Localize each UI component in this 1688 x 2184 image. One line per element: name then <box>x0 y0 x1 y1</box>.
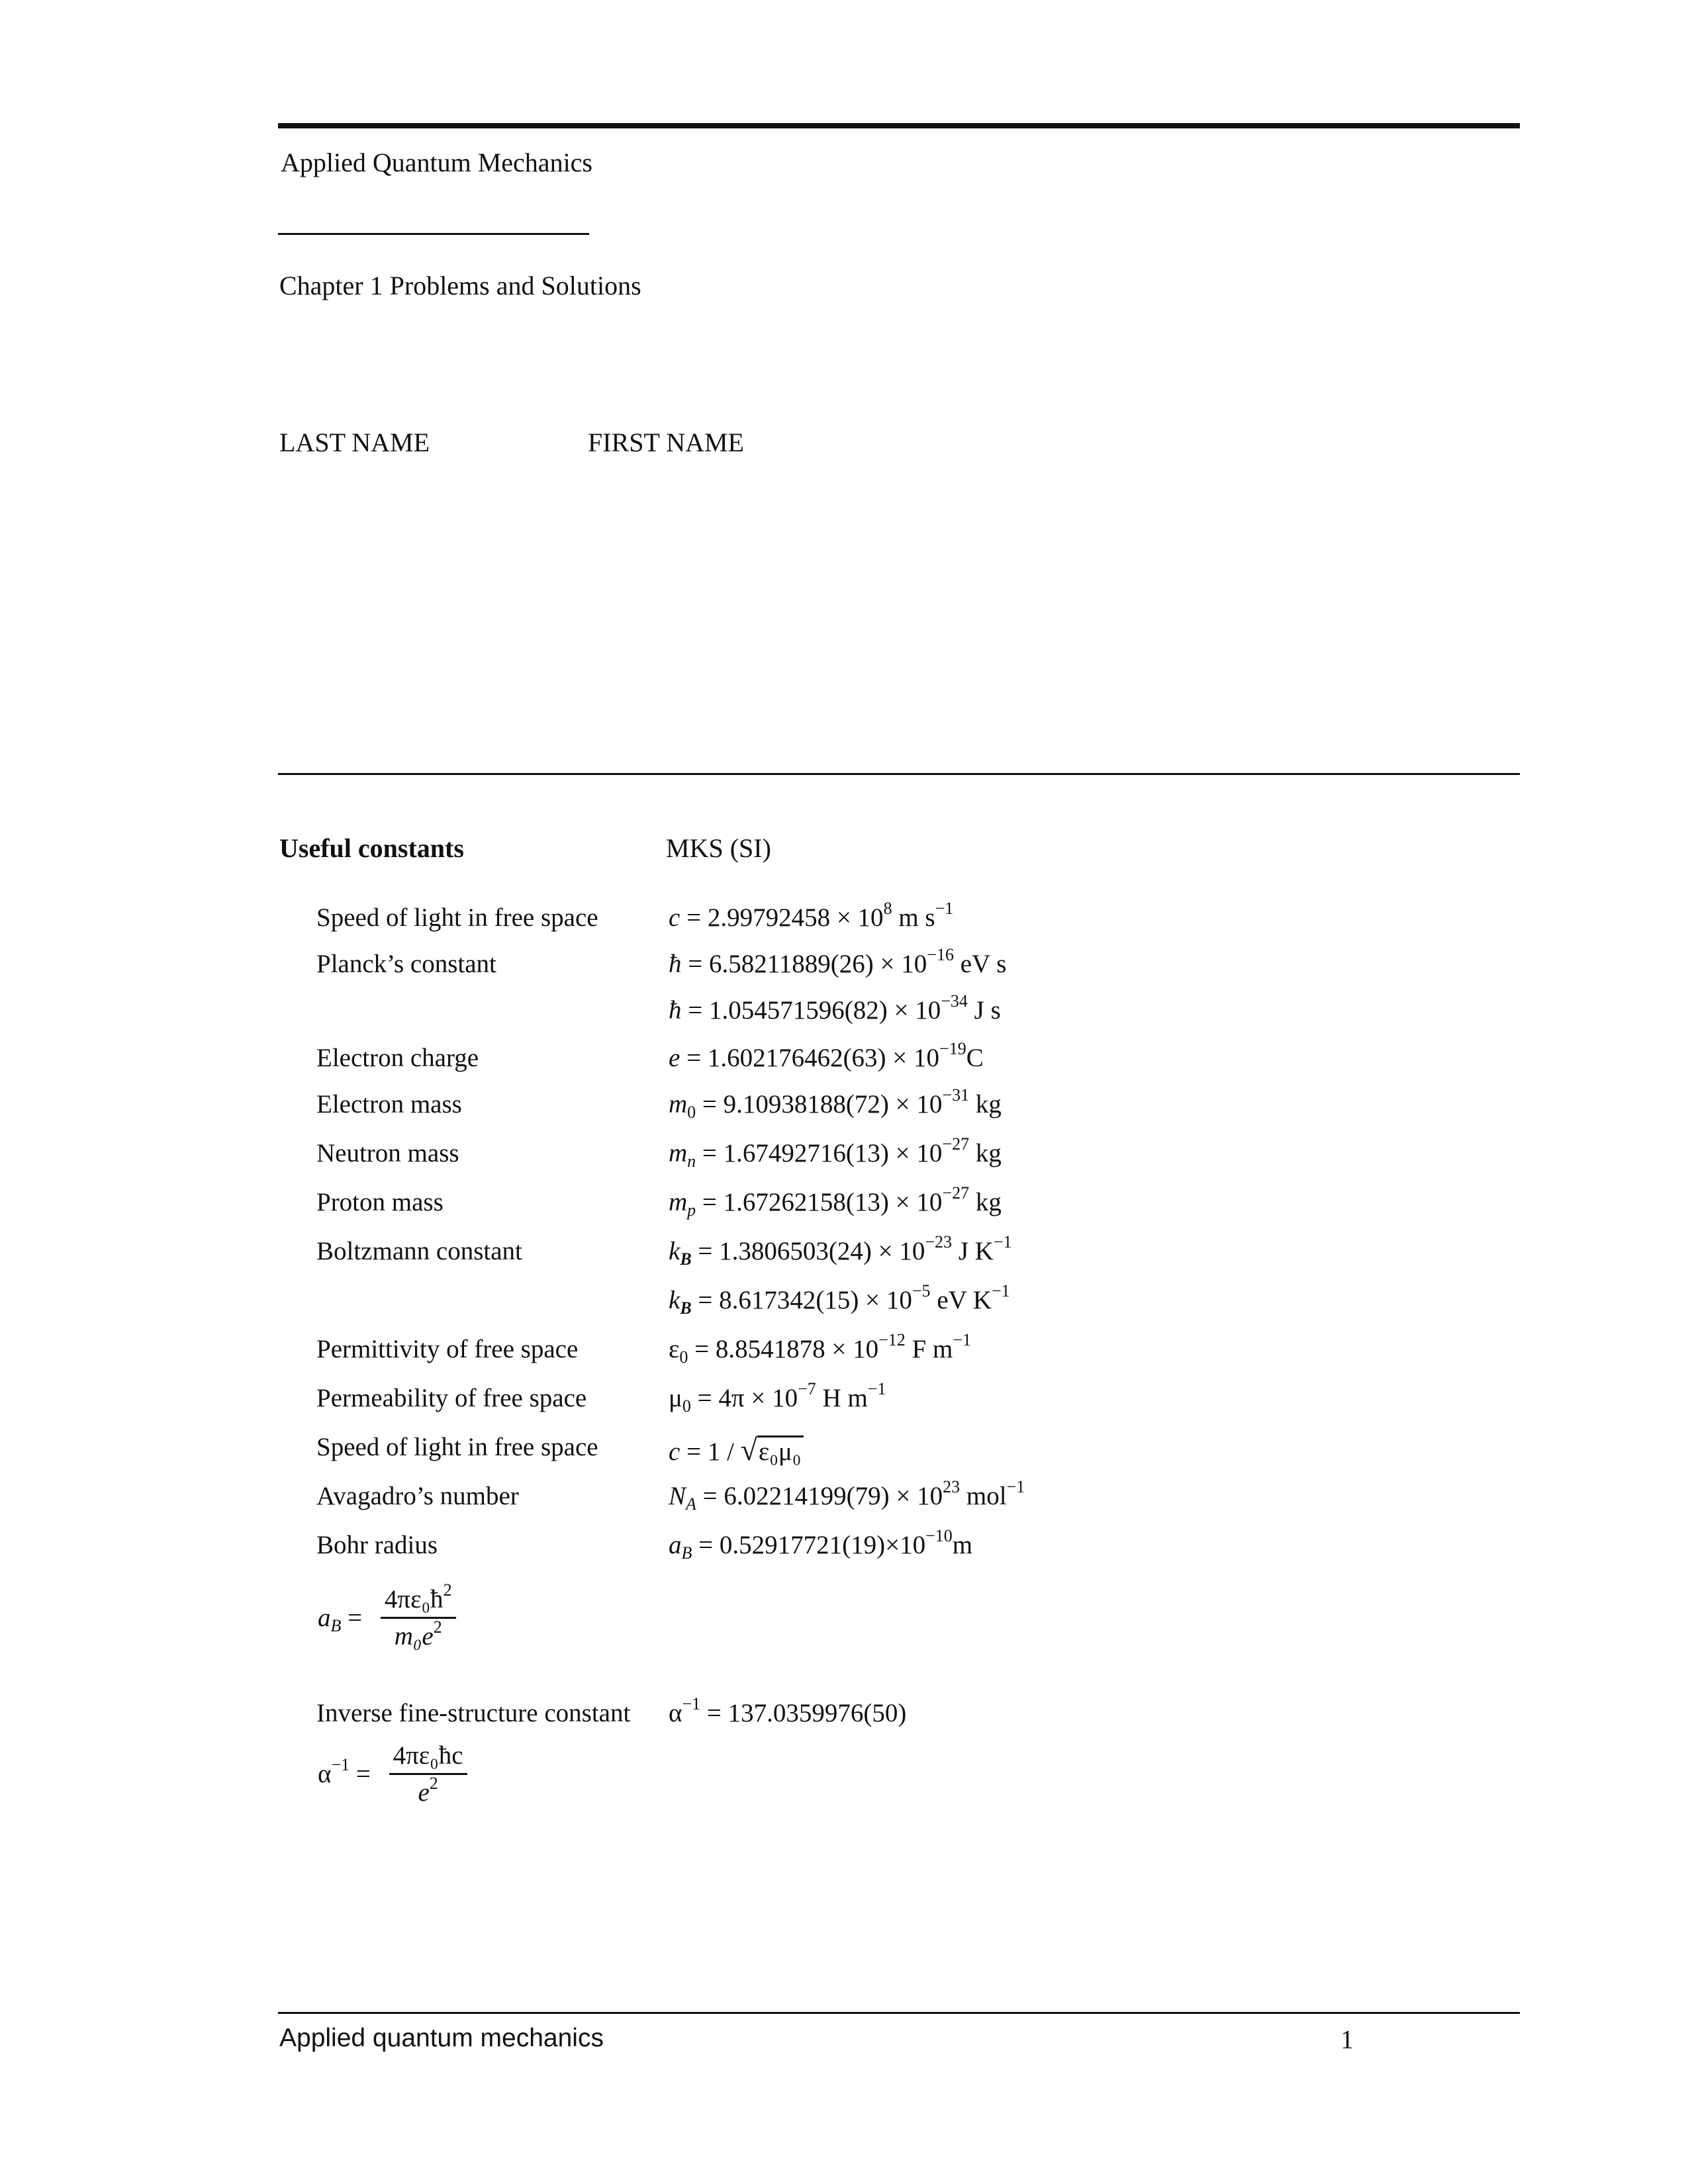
constant-value: ħ = $6.58211889(26) \times 10^{-16}$ eV s <box>669 945 1007 978</box>
constant-label: Electron charge <box>316 1044 479 1072</box>
constant-label: Bohr radius <box>316 1531 438 1559</box>
constant-label: Electron mass <box>316 1090 462 1118</box>
constant-value: ħ = $1.054571596(82) \times 10^{-34}$ J s <box>669 991 1001 1024</box>
constant-value: $m_0 = 9.10938188(72) \times 10^{-31}$ kg <box>669 1085 1002 1122</box>
units-heading: MKS (SI) <box>666 833 771 863</box>
title-underline <box>278 233 589 235</box>
top-rule <box>278 123 1520 128</box>
square-root-icon: √ <box>740 1433 757 1467</box>
chapter-title: Chapter 1 Problems and Solutions <box>279 271 641 300</box>
constant-value: $k_B = 8.617342(15) \times 10^{-5}$ eV $K^{-1}$ <box>669 1281 1010 1318</box>
page-number: 1 <box>1340 2025 1354 2054</box>
constant-value: $m_p = 1.67262158(13) \times 10^{-27}$ kg <box>669 1183 1002 1220</box>
constants-heading: Useful constants <box>279 833 464 863</box>
constant-label: Inverse fine-structure constant <box>316 1699 631 1727</box>
bohr-radius-formula: $a_B$ = $\frac{4\pi\varepsilon_0ħ^2}{m_0e^2}$ <box>318 1584 456 1651</box>
constant-value: $a_B = 0.52917721(19)\times 10^{-10}m$ <box>669 1526 973 1563</box>
constant-label: Permittivity of free space <box>316 1335 579 1363</box>
fine-structure-fraction: $\frac{\text{4πε₀ħc}}{e^2}$ <box>389 1741 467 1807</box>
footer-rule <box>278 2012 1520 2014</box>
constant-value: $\alpha^{-1} = 137.0359976(50)$ <box>669 1694 907 1727</box>
constant-value: $\varepsilon_0 = 8.8541878 \times 10^{-12}$ F $m^{-1}$ <box>669 1330 972 1367</box>
constant-label: Neutron mass <box>316 1139 459 1167</box>
constant-label: Speed of light in free space <box>316 903 598 932</box>
section-divider <box>278 773 1520 775</box>
constant-label: Boltzmann constant <box>316 1237 522 1265</box>
constant-value: $m_n = 1.67492716(13) \times 10^{-27}$ kg <box>669 1134 1002 1171</box>
last-name-label: LAST NAME <box>279 428 430 457</box>
document-title: Applied Quantum Mechanics <box>281 148 592 177</box>
constant-value: c = 1 / √ε₀μ₀ <box>669 1432 804 1467</box>
constant-label: Avagadro’s number <box>316 1482 519 1510</box>
first-name-label: FIRST NAME <box>588 428 744 457</box>
bohr-fraction: $\frac{4\pi\varepsilon_0ħ^2}{m_0e^2}$ <box>381 1584 456 1651</box>
constant-label: Planck’s constant <box>316 950 496 978</box>
constant-value: $e = 1.602176462(63) \times 10^{-19}C$ <box>669 1039 984 1072</box>
constant-value: $c = 2.99792458 \times 10^8$ m $s^{-1}$ <box>669 899 954 932</box>
constant-label: Speed of light in free space <box>316 1433 598 1461</box>
constant-label: Permeability of free space <box>316 1384 587 1412</box>
constant-value: $N_A = 6.02214199(79) \times 10^{23}$ mol$^{-1}$ <box>669 1477 1025 1514</box>
footer-title: Applied quantum mechanics <box>279 2024 604 2052</box>
constant-value: $\mu_0 = 4\pi \times 10^{-7}$ H $m^{-1}$ <box>669 1379 886 1416</box>
fine-structure-formula: $\alpha^{-1}$ = $\frac{\text{4πε₀ħc}}{e^2}$ <box>318 1741 467 1807</box>
constant-value: $k_B = 1.3806503(24) \times 10^{-23}$ J $K^{-1}$ <box>669 1232 1012 1269</box>
constant-label: Proton mass <box>316 1188 444 1216</box>
